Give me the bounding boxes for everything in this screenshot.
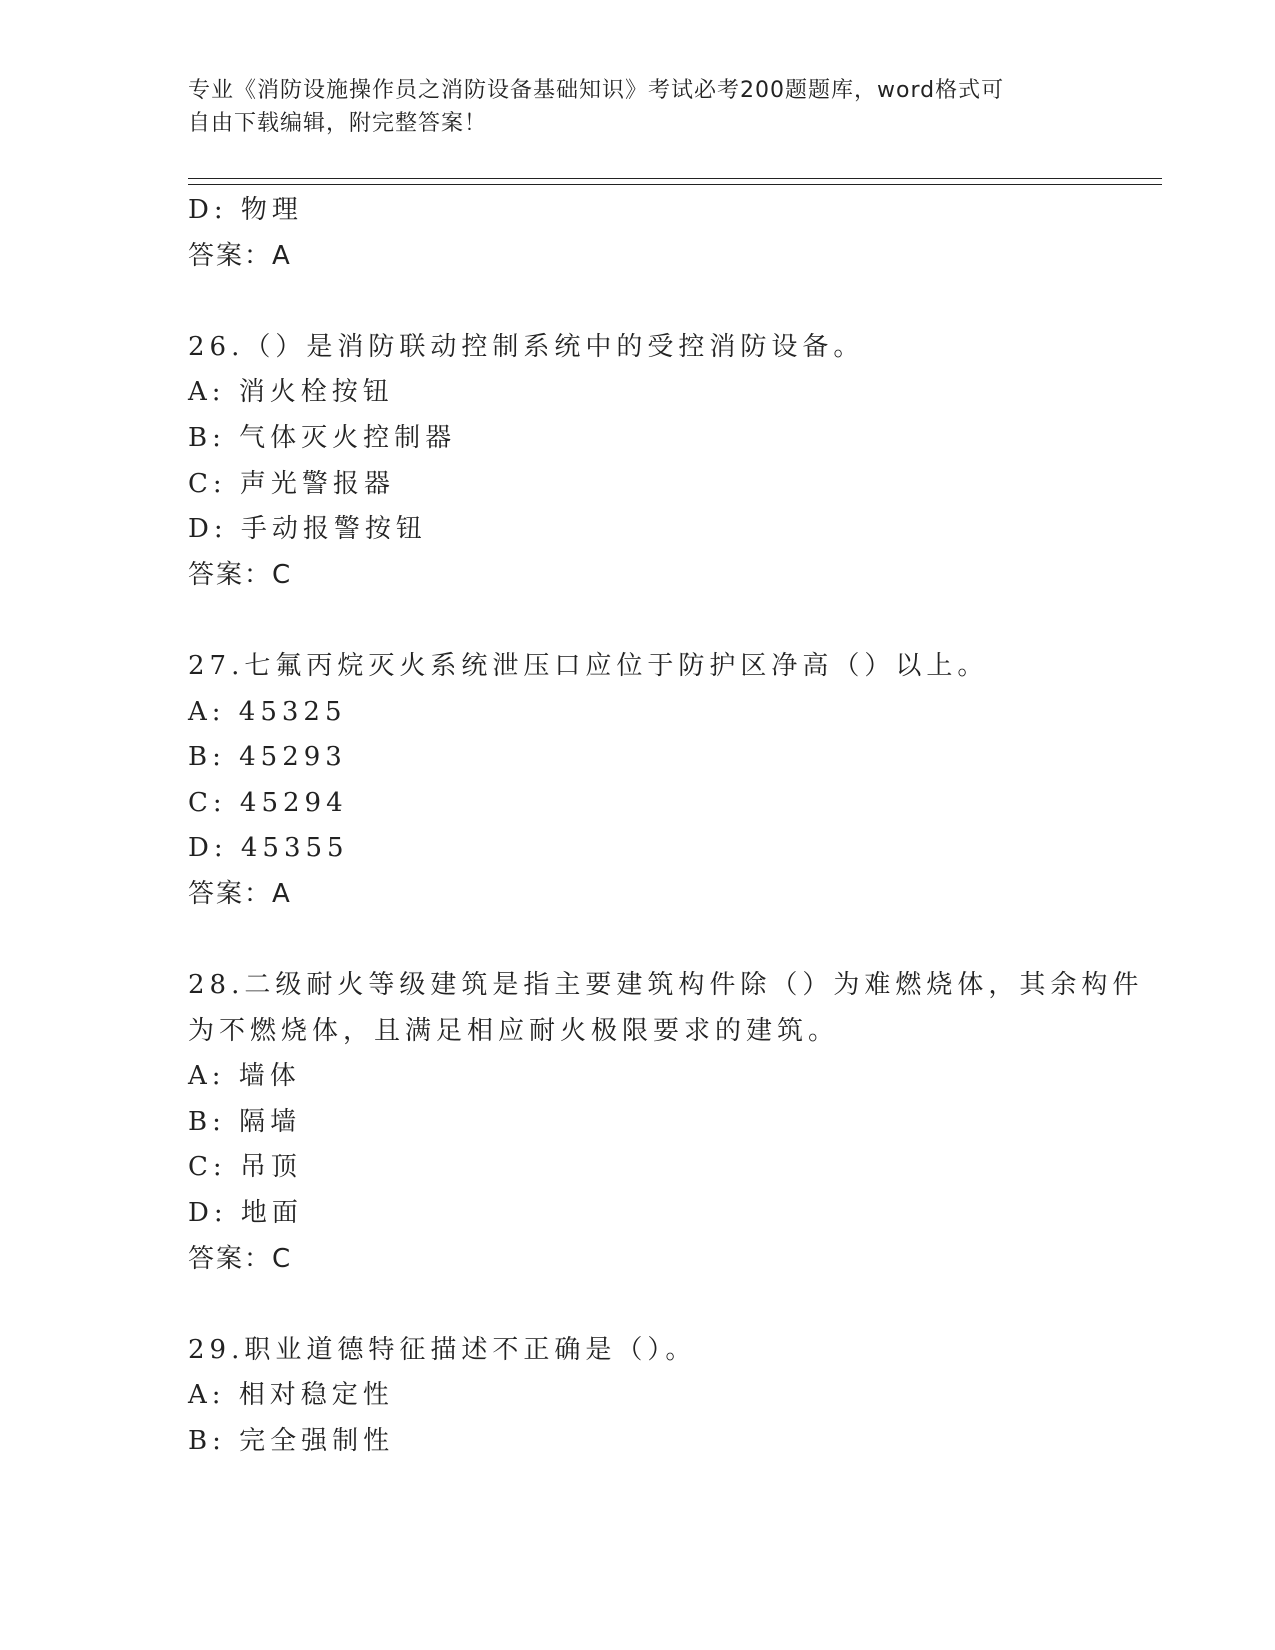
- option-c: C: 吊顶: [188, 1152, 302, 1183]
- option-b: B: 45293: [188, 742, 347, 773]
- option-d: D: 物理: [188, 195, 303, 225]
- spacer: [188, 1282, 1088, 1328]
- option-d: D: 45355: [188, 833, 349, 864]
- header-divider-top: [188, 178, 1162, 179]
- header-line-1: 专业《消防设施操作员之消防设备基础知识》考试必考200题题库，word格式可: [188, 78, 1005, 103]
- answer-line: 答案：A: [188, 878, 292, 909]
- spacer: [188, 598, 1088, 644]
- header-line-2: 自由下载编辑，附完整答案！: [188, 111, 488, 136]
- option-a: A: 45325: [188, 696, 347, 727]
- option-a: A: 墙体: [188, 1061, 301, 1092]
- answer-line: 答案：A: [188, 240, 292, 271]
- option-b: B: 隔墙: [188, 1106, 302, 1137]
- option-d: D: 地面: [188, 1198, 303, 1229]
- question-stem: 27.七氟丙烷灭火系统泄压口应位于防护区净高（）以上。: [188, 650, 989, 681]
- option-a: A: 消火栓按钮: [188, 377, 394, 408]
- question-block: [188, 325, 1088, 599]
- spacer: [188, 918, 1088, 964]
- question-list: [188, 188, 1144, 1465]
- spacer: [188, 279, 1088, 325]
- option-c: C: 45294: [188, 787, 348, 818]
- option-c: C: 声光警报器: [188, 468, 395, 499]
- option-a: A: 相对稳定性: [188, 1380, 394, 1411]
- header-divider-bottom: [188, 184, 1162, 185]
- question-block: [188, 644, 1088, 918]
- option-b: B: 气体灭火控制器: [188, 422, 457, 453]
- answer-line: 答案：C: [188, 1243, 293, 1274]
- question-stem: 29.职业道德特征描述不正确是（）。: [188, 1334, 697, 1365]
- option-b: B: 完全强制性: [188, 1426, 395, 1457]
- answer-line: 答案：C: [188, 559, 293, 590]
- question-stem-line-1: 28.二级耐火等级建筑是指主要建筑构件除（）为难燃烧体，其余构件: [188, 970, 1144, 1001]
- question-stem: 26.（）是消防联动控制系统中的受控消防设备。: [188, 331, 865, 362]
- question-stem-line-2: 为不燃烧体，且满足相应耐火极限要求的建筑。: [188, 1015, 840, 1046]
- question-block: [188, 963, 1144, 1282]
- option-d: D: 手动报警按钮: [188, 514, 427, 545]
- question-block: [188, 1328, 1088, 1465]
- document-header: [188, 74, 1088, 140]
